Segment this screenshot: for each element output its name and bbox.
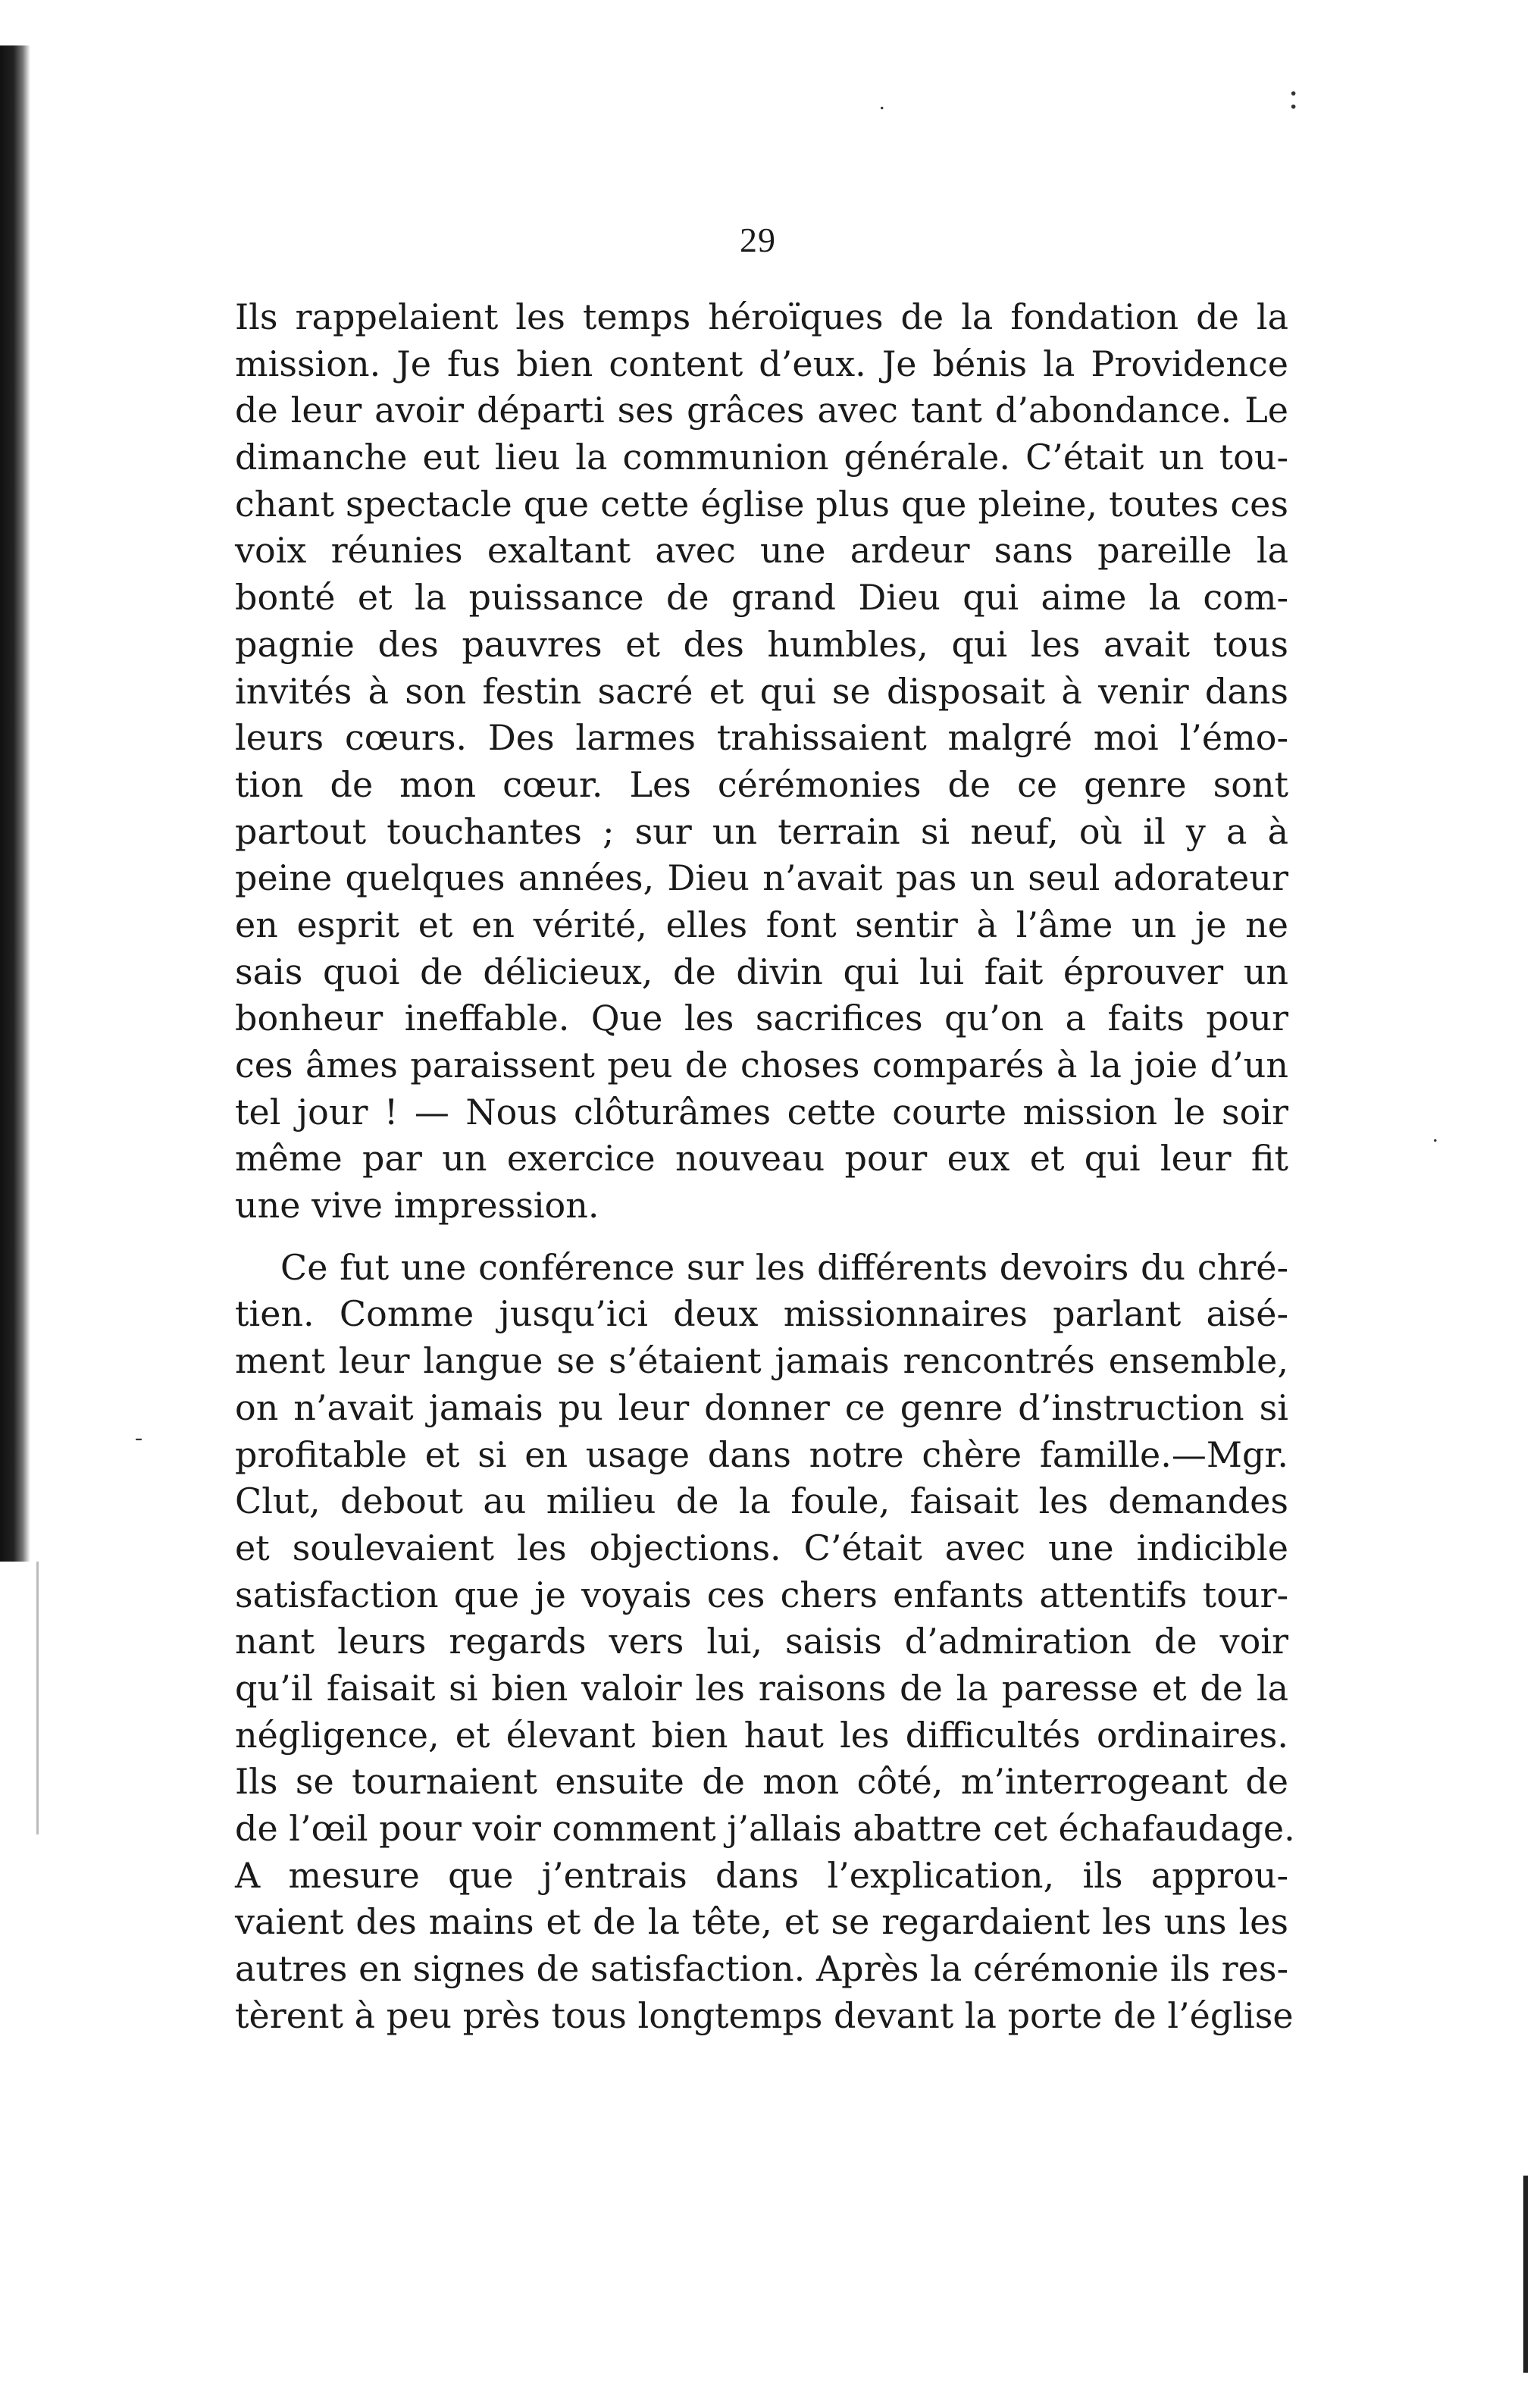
text-line: une vive impression.: [235, 1185, 599, 1227]
text-line: tion de mon cœur. Les cérémonies de ce genre sont: [235, 763, 1288, 805]
text-line: Clut, debout au milieu de la foule, faisait les demandes: [235, 1480, 1288, 1522]
text-line: dimanche eut lieu la communion générale. C’était un tou-: [235, 437, 1288, 478]
text-line: Ils se tournaient ensuite de mon côté, m’interrogeant de: [235, 1761, 1288, 1803]
page-number: 29: [740, 221, 776, 259]
text-line: tien. Comme jusqu’ici deux missionnaires parlant aisé-: [235, 1293, 1288, 1335]
text-line: chant spectacle que cette église plus que pleine, toutes ces: [235, 483, 1288, 525]
text-line: A mesure que j’entrais dans l’explication, ils approu-: [235, 1854, 1288, 1896]
text-line: profitable et si en usage dans notre chère famille.—Mgr.: [235, 1433, 1288, 1475]
text-line: bonté et la puissance de grand Dieu qui aime la com-: [235, 577, 1288, 619]
paragraph: [235, 1245, 1295, 2040]
gutter-speck: [36, 1562, 39, 1834]
text-line: négligence, et élevant bien haut les difficultés ordinaires.: [235, 1714, 1288, 1756]
text-line: partout touchantes ; sur un terrain si neuf, où il y a à: [235, 810, 1288, 852]
text-line: et soulevaient les objections. C’était avec une indicible: [235, 1527, 1288, 1568]
scan-mark: .: [879, 89, 885, 114]
text-line: voix réunies exaltant avec une ardeur sans pareille la: [235, 530, 1288, 572]
text-line: vaient des mains et de la tête, et se regardaient les uns les: [235, 1901, 1288, 1943]
body-text: [235, 294, 1295, 2039]
text-line: on n’avait jamais pu leur donner ce genre d’instruction si: [235, 1386, 1288, 1428]
text-line: peine quelques années, Dieu n’avait pas un seul adorateur: [235, 857, 1288, 899]
text-line: satisfaction que je voyais ces chers enfants attentifs tour-: [235, 1574, 1288, 1615]
paragraph: [235, 294, 1288, 1230]
text-line: bonheur ineffable. Que les sacrifices qu’on a faits pour: [235, 998, 1288, 1039]
paragraph-gap: [235, 1230, 1288, 1245]
right-edge-shadow: [1523, 2176, 1528, 2373]
scan-mark: .: [1432, 1122, 1438, 1147]
text-line: en esprit et en vérité, elles font sentir à l’âme un je ne: [235, 904, 1288, 945]
text-line: Ils rappelaient les temps héroïques de la fondation de la: [235, 296, 1288, 337]
binding-gutter-shadow: [0, 45, 30, 1562]
text-line: invités à son festin sacré et qui se disposait à venir dans: [235, 670, 1288, 712]
text-line: mission. Je fus bien content d’eux. Je bénis la Providence: [235, 343, 1288, 384]
scan-mark: -: [135, 1425, 142, 1450]
text-line: tèrent à peu près tous longtemps devant la porte de l’église: [235, 1994, 1294, 2036]
text-line: de l’œil pour voir comment j’allais abattre cet échafaudage.: [235, 1808, 1295, 1849]
text-line: ment leur langue se s’étaient jamais rencontrés ensemble,: [235, 1340, 1288, 1382]
text-line: même par un exercice nouveau pour eux et qui leur fit: [235, 1138, 1288, 1180]
text-line: sais quoi de délicieux, de divin qui lui fait éprouver un: [235, 951, 1288, 992]
text-line: qu’il faisait si bien valoir les raisons de la paresse et de la: [235, 1667, 1288, 1709]
text-line: ces âmes paraissent peu de choses comparés à la joie d’un: [235, 1045, 1288, 1086]
text-line: tel jour ! — Nous clôturâmes cette courte mission le soir: [235, 1091, 1288, 1133]
text-line: nant leurs regards vers lui, saisis d’admiration de voir: [235, 1621, 1288, 1662]
text-line: pagnie des pauvres et des humbles, qui les avait tous: [235, 623, 1288, 665]
scan-mark: :: [1288, 77, 1299, 117]
text-line: Ce fut une conférence sur les différents devoirs du chré-: [280, 1246, 1288, 1288]
text-line: leurs cœurs. Des larmes trahissaient malgré moi l’émo-: [235, 717, 1288, 759]
text-line: de leur avoir départi ses grâces avec tant d’abondance. Le: [235, 390, 1288, 431]
text-line: autres en signes de satisfaction. Après la cérémonie ils res-: [235, 1948, 1288, 1990]
